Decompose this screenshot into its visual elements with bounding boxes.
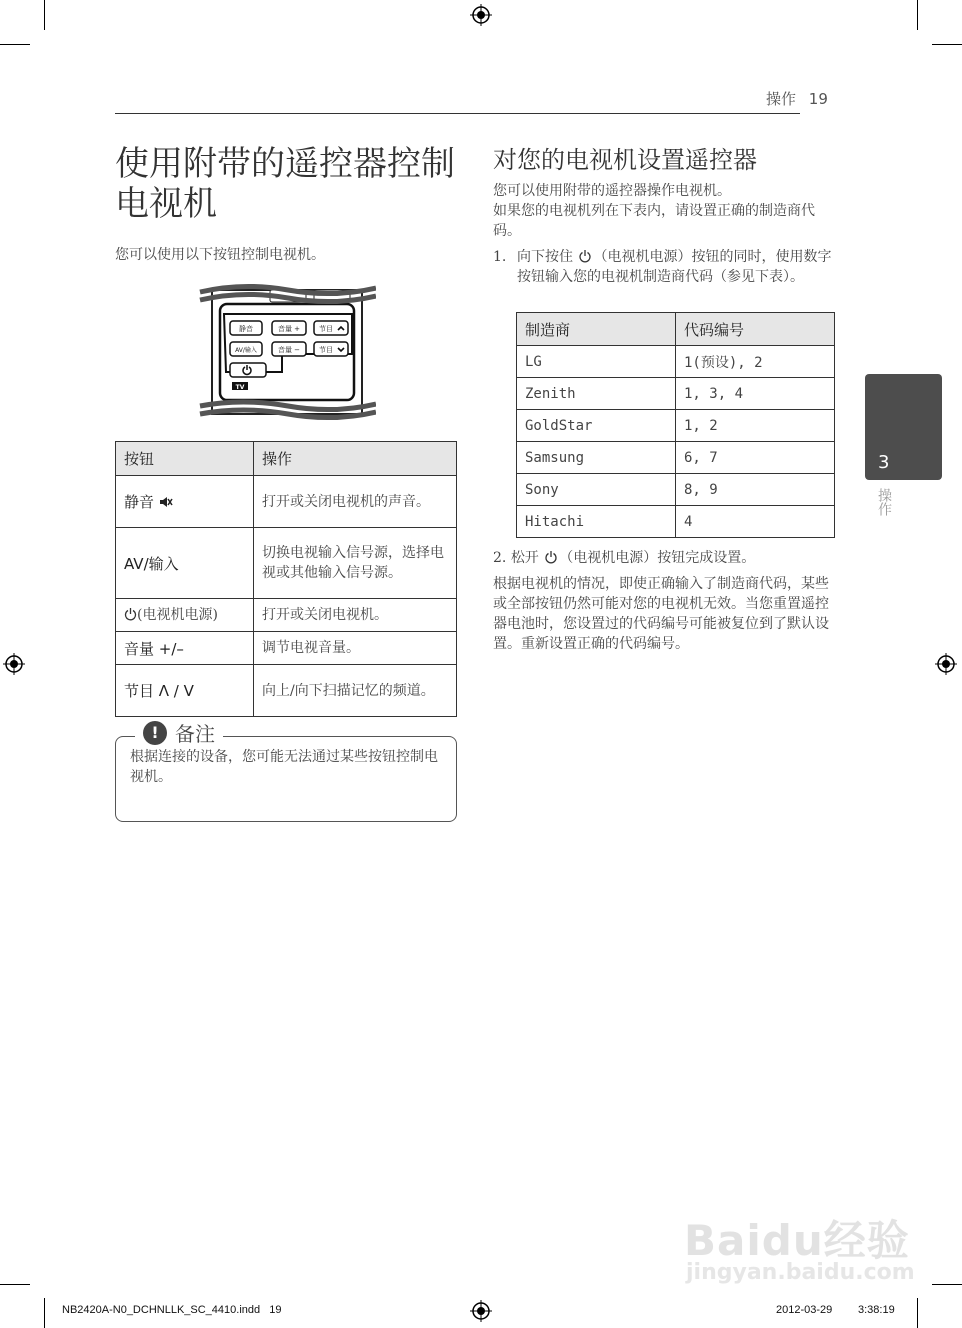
table-row (517, 410, 835, 442)
table-row (116, 599, 457, 632)
footer-date: 2012-03-29 (776, 1304, 833, 1316)
note-text: 根据连接的设备，您可能无法通过某些按钮控制电视机。 (130, 749, 438, 785)
right-title: 对您的电视机设置遥控器 (493, 146, 757, 174)
note-heading (135, 718, 223, 747)
button-cell: (电视机电源) (116, 599, 254, 632)
table-row (517, 474, 835, 506)
manufacturer-code-table (516, 312, 835, 538)
footer-time: 3:38:19 (858, 1304, 895, 1316)
running-header (766, 88, 828, 109)
button-cell: 节目 Λ / V (116, 665, 254, 717)
power-icon (577, 249, 593, 263)
crop-mark (932, 1284, 962, 1285)
code-cell: 1, 2 (676, 410, 835, 442)
button-cell: 音量 +/– (116, 632, 254, 665)
maker-cell: GoldStar (517, 410, 676, 442)
remote-ch-down-label: 节目 (319, 346, 333, 354)
remote-vol-down-label: 音量 − (277, 346, 301, 354)
remote-vol-up-label: 音量 + (277, 325, 301, 333)
registration-mark-icon (470, 1300, 492, 1322)
left-intro: 您可以使用以下按钮控制电视机。 (115, 247, 325, 263)
maker-cell: Hitachi (517, 506, 676, 538)
footer-filename: NB2420A-N0_DCHNLLK_SC_4410.indd 19 (62, 1304, 282, 1316)
action-cell: 向上/向下扫描记忆的频道。 (254, 665, 457, 717)
section-name: 操作 (766, 90, 797, 108)
maker-cell: Sony (517, 474, 676, 506)
step-2: 2. 松开 （电视机电源）按钮完成设置。 (493, 550, 756, 566)
maker-cell: LG (517, 346, 676, 378)
maker-cell: Zenith (517, 378, 676, 410)
registration-mark-icon (935, 653, 957, 675)
exclamation-icon: ! (143, 721, 167, 745)
note-title: 备注 (175, 722, 215, 746)
code-cell: 1, 3, 4 (676, 378, 835, 410)
action-cell: 调节电视音量。 (254, 632, 457, 665)
step-1: 1. 向下按住 （电视机电源）按钮的同时，使用数字按钮输入您的电视机制造商代码（参见下表）。 (493, 249, 832, 285)
power-icon (124, 607, 137, 621)
action-cell: 切换电视输入信号源，选择电视或其他输入信号源。 (254, 528, 457, 599)
table-row (116, 528, 457, 599)
code-cell: 8, 9 (676, 474, 835, 506)
maker-cell: Samsung (517, 442, 676, 474)
page-number: 19 (808, 90, 828, 108)
column-header: 操作 (254, 442, 457, 476)
table-row (116, 476, 457, 528)
column-header: 代码编号 (676, 313, 835, 346)
code-cell: 1(预设), 2 (676, 346, 835, 378)
crop-mark (0, 1284, 30, 1285)
left-title: 使用附带的遥控器控制 电视机 (115, 144, 455, 224)
table-row (116, 632, 457, 665)
table-header-row (116, 442, 457, 476)
table-row (517, 506, 835, 538)
remote-tv-label: TV (235, 384, 245, 391)
column-header: 制造商 (517, 313, 676, 346)
chapter-label: 操作 (876, 488, 892, 516)
power-icon (543, 550, 559, 564)
mute-icon (159, 496, 173, 508)
remote-ch-up-label: 节目 (319, 325, 333, 333)
watermark-url: jingyan.baidu.com (686, 1260, 915, 1285)
crop-mark (0, 44, 30, 45)
crop-mark (44, 0, 45, 30)
closing-paragraph: 根据电视机的情况，即使正确输入了制造商代码，某些或全部按钮仍然可能对您的电视机无效。当您重置遥控器电池时，您设置过的代码编号可能被复位到了默认设置。重新设置正确的代码编号。 (493, 576, 829, 652)
button-cell: AV/输入 (116, 528, 254, 599)
chapter-number: 3 (878, 452, 890, 473)
watermark-logo: Baidu经验 (684, 1216, 910, 1265)
remote-av-label: AV/输入 (235, 347, 257, 354)
right-intro: 您可以使用附带的遥控器操作电视机。 如果您的电视机列在下表内，请设置正确的制造商代码。 (493, 183, 815, 239)
table-row (116, 665, 457, 717)
registration-mark-icon (3, 653, 25, 675)
action-cell: 打开或关闭电视机的声音。 (254, 476, 457, 528)
registration-mark-icon (470, 4, 492, 26)
table-row (517, 378, 835, 410)
remote-control-illustration (198, 282, 376, 422)
button-function-table (115, 441, 457, 717)
remote-mute-label: 静音 (239, 325, 253, 333)
note-box (115, 736, 457, 822)
chapter-tab (865, 374, 942, 480)
crop-mark (44, 1298, 45, 1328)
code-cell: 6, 7 (676, 442, 835, 474)
column-header: 按钮 (116, 442, 254, 476)
button-cell: 静音 (116, 476, 254, 528)
crop-mark (932, 44, 962, 45)
table-row (517, 346, 835, 378)
header-rule (115, 113, 800, 114)
table-header-row (517, 313, 835, 346)
crop-mark (917, 0, 918, 30)
action-cell: 打开或关闭电视机。 (254, 599, 457, 632)
crop-mark (917, 1298, 918, 1328)
table-row (517, 442, 835, 474)
code-cell: 4 (676, 506, 835, 538)
